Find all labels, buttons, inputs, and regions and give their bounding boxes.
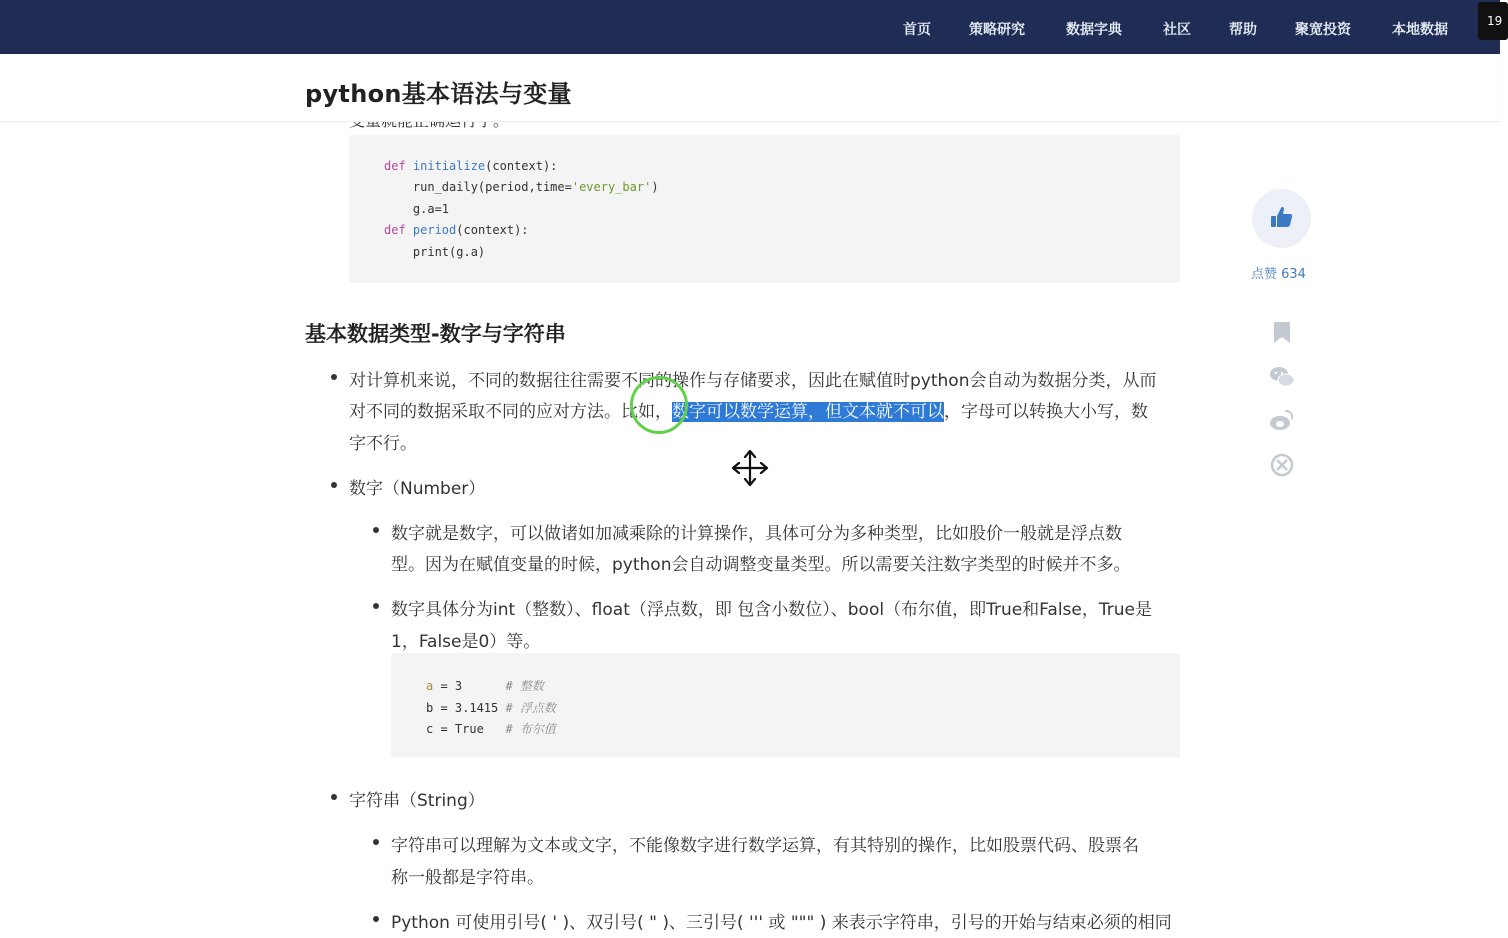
like-count: 点赞 634 <box>1251 267 1306 282</box>
paragraph-line: 称一般都是字符串。 <box>391 868 544 888</box>
bullet <box>331 482 337 488</box>
code-comment: # 布尔值 <box>505 722 556 736</box>
code-line <box>384 223 529 237</box>
code-keyword: def <box>384 159 413 173</box>
nav-item-joinquant-invest[interactable]: 聚宽投资 <box>1295 22 1351 38</box>
paragraph-text: 对不同的数据采取不同的应对方法。比如， <box>349 402 672 422</box>
code-variable: a <box>426 679 434 693</box>
code-line <box>426 720 556 737</box>
share-icon <box>1268 451 1296 479</box>
nav-item-help[interactable]: 帮助 <box>1229 22 1257 38</box>
code-line <box>426 677 544 694</box>
wechat-share-button[interactable] <box>1268 363 1296 391</box>
move-cursor-icon <box>728 446 772 490</box>
code-block-initialize <box>349 135 1180 283</box>
code-function-name: initialize <box>412 159 486 173</box>
code-line <box>384 180 659 194</box>
share-button[interactable] <box>1268 451 1296 479</box>
nav-item-local-data[interactable]: 本地数据 <box>1392 22 1448 38</box>
nav-item-community[interactable]: 社区 <box>1163 22 1191 38</box>
top-nav-bar <box>0 0 1503 54</box>
code-function-name: period <box>412 223 457 237</box>
code-text: (context): <box>456 223 529 237</box>
article-title-bar <box>0 54 1500 122</box>
paragraph-line: 数字就是数字，可以做诸如加减乘除的计算操作，具体可分为多种类型，比如股价一般就是浮点数 <box>391 524 1122 544</box>
code-text: c = True <box>426 722 506 736</box>
bullet <box>373 839 379 845</box>
paragraph-line: 数字具体分为int（整数）、float（浮点数，即 包含小数位）、bool（布尔值，即True和False，True是 <box>391 600 1152 620</box>
code-line <box>384 245 485 259</box>
bullet <box>331 794 337 800</box>
wechat-icon <box>1268 363 1296 391</box>
bullet <box>373 916 379 922</box>
paragraph-line <box>349 397 1148 422</box>
bullet <box>331 374 337 380</box>
code-line <box>426 699 556 716</box>
paragraph-line: 字不行。 <box>349 434 417 454</box>
section-heading: 基本数据类型-数字与字符串 <box>305 322 566 346</box>
code-text: b = 3.1415 <box>426 701 506 715</box>
code-text: print(g.a) <box>384 245 486 259</box>
code-text: ) <box>651 180 659 194</box>
code-text: (context): <box>485 159 558 173</box>
bullet <box>373 527 379 533</box>
nav-item-data-dictionary[interactable]: 数据字典 <box>1066 22 1122 38</box>
thumbs-up-icon <box>1252 189 1311 248</box>
code-keyword: def <box>384 223 413 237</box>
code-line <box>384 159 557 173</box>
code-string: 'every_bar' <box>571 180 652 194</box>
paragraph-line: 字符串可以理解为文本或文字，不能像数字进行数学运算，有其特别的操作，比如股票代码、股票名 <box>391 836 1139 856</box>
code-text: run_daily(period,time= <box>384 180 572 194</box>
weibo-icon <box>1268 407 1296 435</box>
code-comment: # 浮点数 <box>505 701 556 715</box>
paragraph-line: 型。因为在赋值变量的时候，python会自动调整变量类型。所以需要关注数字类型的时候并不多。 <box>391 555 1131 575</box>
list-item-number: 数字（Number） <box>349 479 486 499</box>
bullet <box>373 603 379 609</box>
code-text: g.a=1 <box>384 202 450 216</box>
nav-item-home[interactable]: 首页 <box>903 22 931 38</box>
code-line <box>384 202 449 216</box>
click-indicator <box>630 376 688 434</box>
like-button[interactable] <box>1252 189 1311 248</box>
clock-widget: 19 <box>1478 2 1508 40</box>
bookmark-button[interactable] <box>1268 319 1296 347</box>
bookmark-icon <box>1268 319 1296 347</box>
nav-item-strategy-research[interactable]: 策略研究 <box>969 22 1025 38</box>
paragraph-line: 对计算机来说，不同的数据往往需要不同的操作与存储要求，因此在赋值时python会自动为数据分类，从而 <box>349 371 1157 391</box>
selected-text[interactable]: 数字可以数学运算，但文本就不可以 <box>672 402 944 422</box>
list-item-string: 字符串（String） <box>349 791 485 811</box>
code-comment: # 整数 <box>505 679 544 693</box>
code-block-numbers <box>391 653 1180 757</box>
paragraph-line: Python 可使用引号( ' )、双引号( " )、三引号( ''' 或 """ ) 来表示字符串，引号的开始与结束必须的相同 <box>391 913 1172 933</box>
paragraph-text: ，字母可以转换大小写，数 <box>944 402 1148 422</box>
weibo-share-button[interactable] <box>1268 407 1296 435</box>
paragraph-line: 1，False是0）等。 <box>391 632 541 652</box>
code-text: = 3 <box>433 679 506 693</box>
page-title: python基本语法与变量 <box>305 80 572 108</box>
